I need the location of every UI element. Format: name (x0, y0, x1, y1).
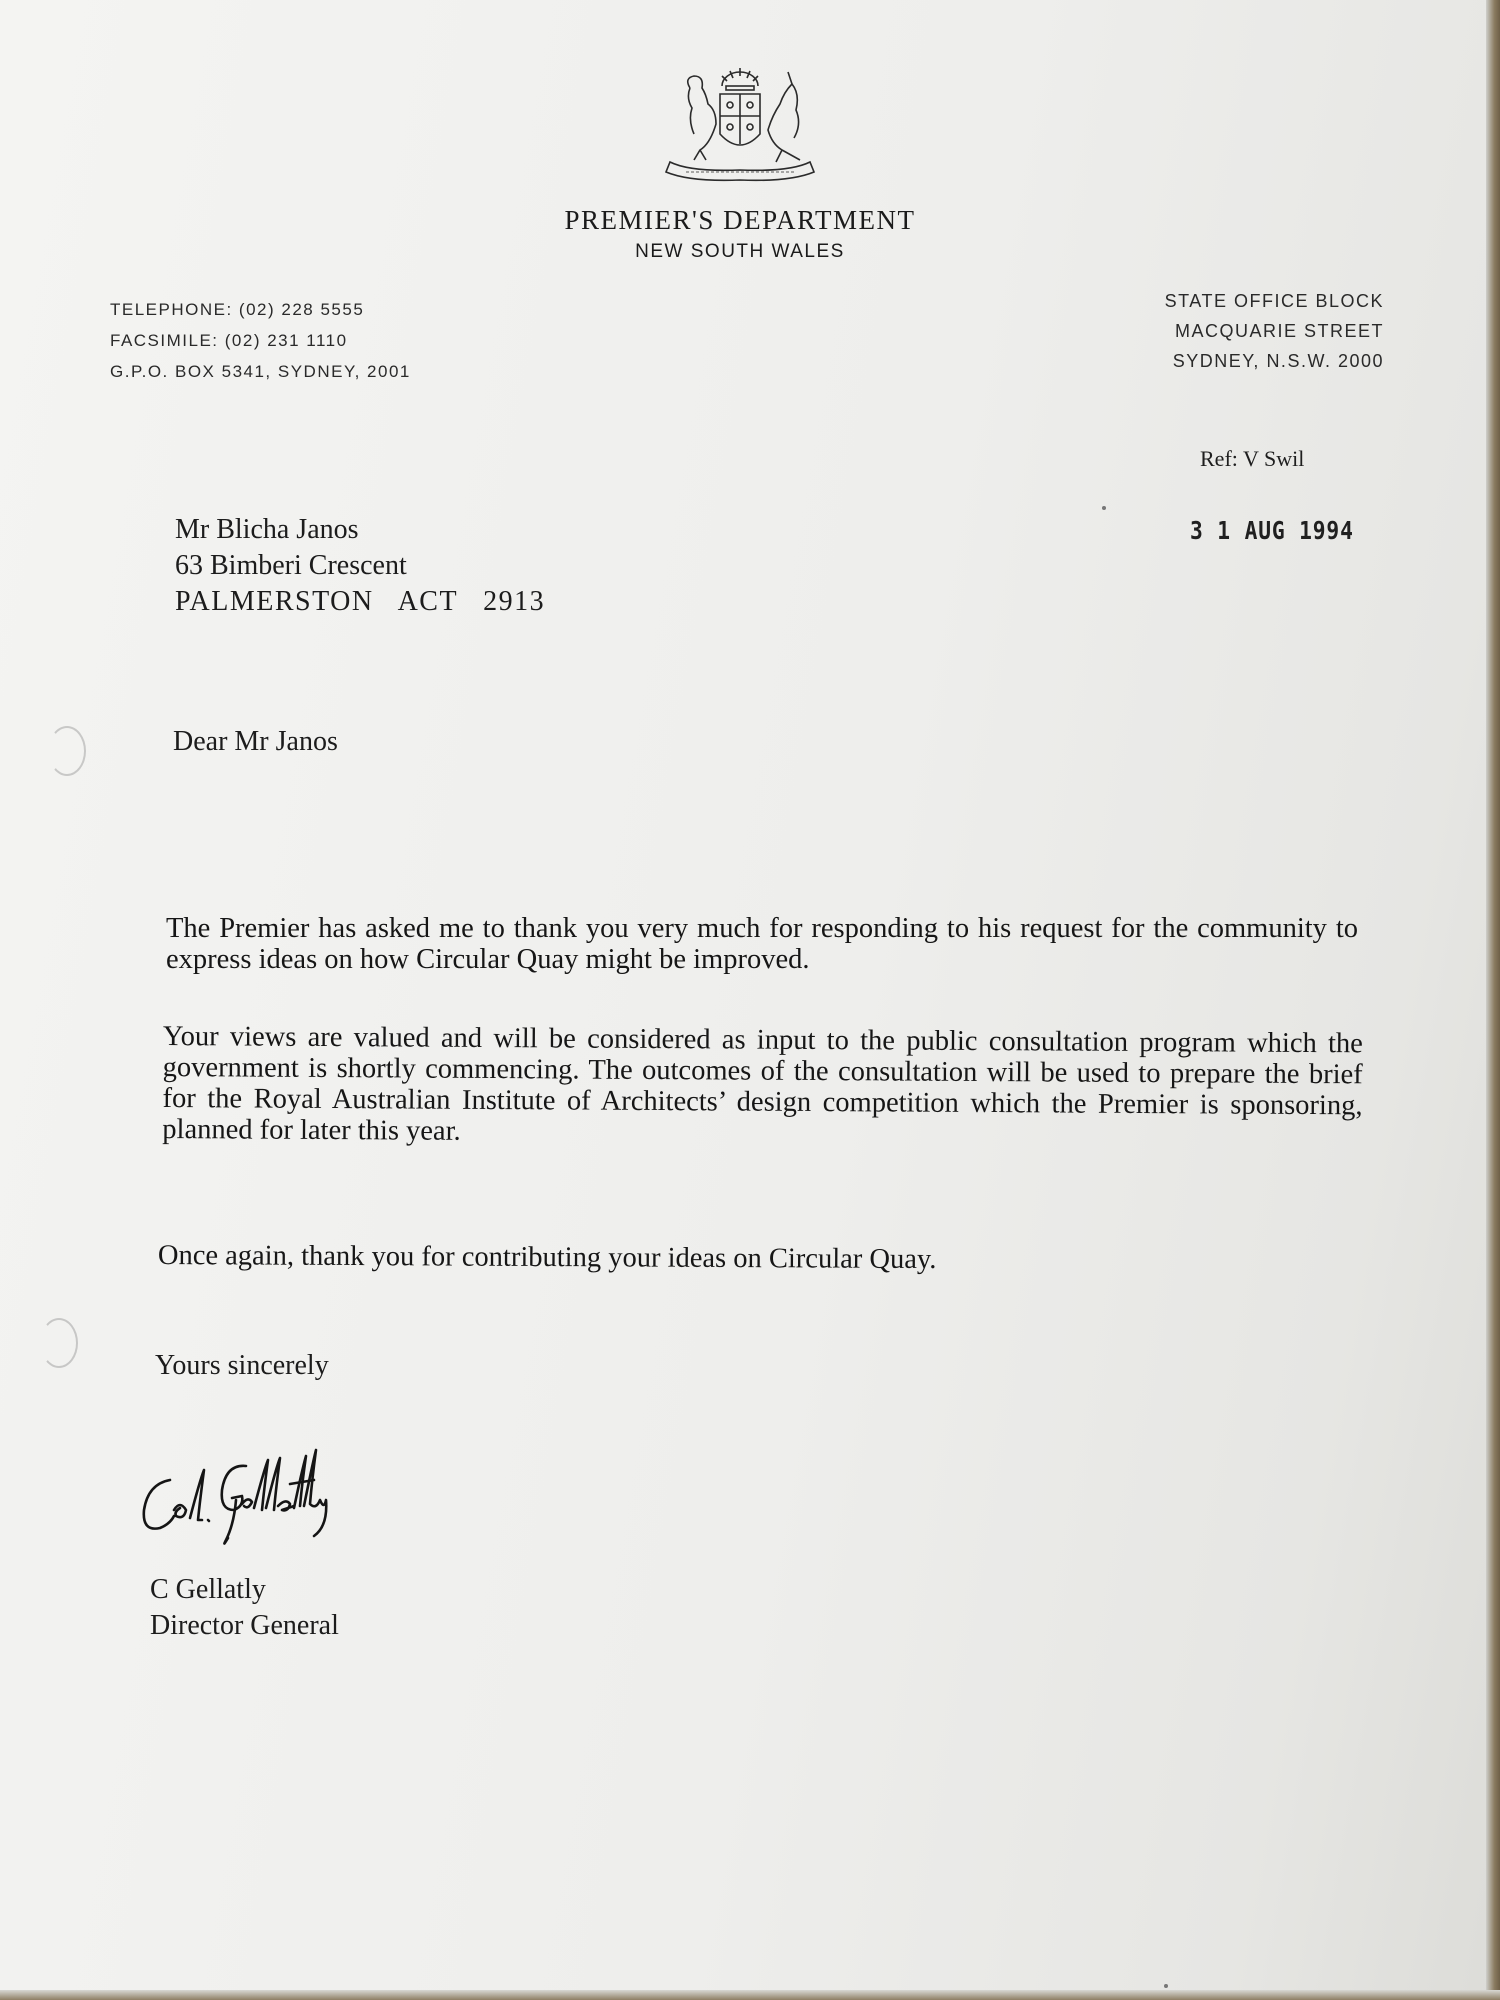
contact-block-left (110, 294, 411, 387)
page-edge-shadow (0, 1990, 1500, 2000)
reference: Ref: V Swil (1200, 446, 1305, 471)
body-paragraph-3: Once again, thank you for contributing your ideas on Circular Quay. (157, 1240, 937, 1276)
office-line-2: MACQUARIE STREET (1174, 321, 1384, 341)
signer-block (150, 1572, 339, 1644)
signer-title: Director General (150, 1610, 339, 1641)
recipient-locality: PALMERSTON ACT 2913 (175, 586, 546, 617)
telephone-line: TELEPHONE: (02) 228 5555 (110, 300, 365, 319)
salutation: Dear Mr Janos (173, 726, 338, 757)
handwritten-signature-icon (130, 1440, 390, 1560)
body-paragraph-1: The Premier has asked me to thank you very much for responding to his request for the community to express ideas on how Circular Quay might be improved. (166, 913, 1358, 975)
recipient-address (175, 512, 545, 620)
closing: Yours sincerely (155, 1350, 329, 1381)
office-line-3: SYDNEY, N.S.W. 2000 (1172, 351, 1384, 371)
facsimile-line: FACSIMILE: (02) 231 1110 (110, 331, 348, 350)
hole-punch-mark (48, 726, 86, 776)
contact-block-right (1165, 286, 1384, 376)
hole-punch-mark (40, 1318, 78, 1368)
signer-name: C Gellatly (150, 1574, 266, 1605)
date-stamp: 3 1 AUG 1994 (1190, 516, 1354, 545)
department-title: PREMIER'S DEPARTMENT (564, 205, 916, 235)
recipient-street: 63 Bimberi Crescent (175, 550, 407, 581)
office-line-1: STATE OFFICE BLOCK (1164, 291, 1384, 311)
paper-speck (1164, 1984, 1168, 1988)
recipient-name: Mr Blicha Janos (175, 514, 359, 545)
coat-of-arms-icon (650, 64, 830, 184)
paper-speck (1102, 506, 1106, 510)
page-edge-shadow (1486, 0, 1500, 2000)
body-paragraph-2: Your views are valued and will be considered as input to the public consultation program which the government is shortly commencing. The outcomes of the consultation will be used to prepare the brief for the Royal Australian Institute of Architects’ design competition which the Premier is sponsoring, planned for later this year. (162, 1021, 1363, 1147)
gpo-line: G.P.O. BOX 5341, SYDNEY, 2001 (110, 362, 411, 381)
department-state: NEW SOUTH WALES (635, 241, 845, 262)
